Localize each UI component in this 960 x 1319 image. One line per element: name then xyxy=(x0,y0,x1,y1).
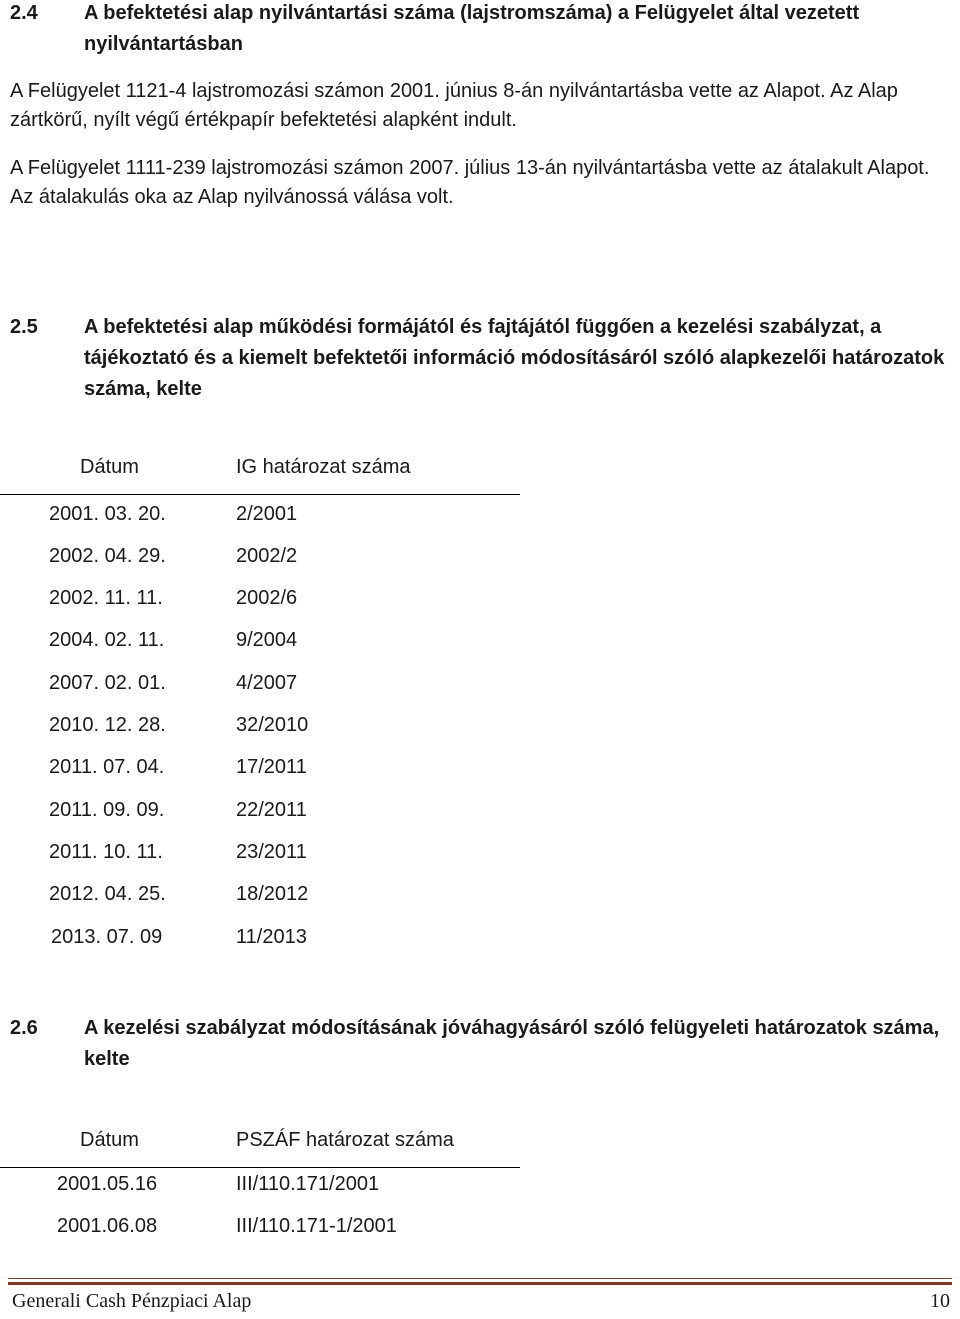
cell-date: 2012. 04. 25. xyxy=(49,883,166,905)
table-row xyxy=(0,841,520,871)
footer-rule-thick xyxy=(8,1282,952,1285)
cell-date: 2011. 07. 04. xyxy=(49,756,165,778)
section-2-6-heading xyxy=(10,1013,950,1075)
section-number: 2.5 xyxy=(10,316,38,338)
cell-number: 18/2012 xyxy=(236,883,309,905)
resolutions-table xyxy=(0,456,520,948)
cell-date: 2013. 07. 09 xyxy=(51,926,163,948)
cell-date: 2001.06.08 xyxy=(57,1215,158,1237)
cell-number: III/110.171/2001 xyxy=(236,1173,380,1195)
page-footer xyxy=(12,1290,950,1313)
cell-date: 2007. 02. 01. xyxy=(49,672,166,694)
cell-date: 2001. 03. 20. xyxy=(49,503,166,525)
cell-number: 23/2011 xyxy=(236,841,307,863)
section-number: 2.4 xyxy=(10,2,38,24)
paragraph: A Felügyelet 1111-239 lajstromozási számon 2007. július 13-án nyilvántartásba vette az átalakult Alapot. Az átalakulás oka az Alap nyilvánossá válása volt. xyxy=(10,157,930,208)
page-number: 10 xyxy=(930,1290,950,1312)
cell-date: 2002. 04. 29. xyxy=(49,545,166,567)
table-header-rule xyxy=(0,494,520,495)
cell-date: 2004. 02. 11. xyxy=(49,629,165,651)
cell-number: 2/2001 xyxy=(236,503,298,525)
column-header-number: IG határozat száma xyxy=(236,456,411,478)
cell-number: 2002/6 xyxy=(236,587,298,609)
table-row xyxy=(0,1173,520,1203)
column-header-date: Dátum xyxy=(80,456,139,478)
table-row xyxy=(0,926,520,956)
supervisory-resolutions-table xyxy=(0,1129,520,1237)
cell-date: 2011. 10. 11. xyxy=(49,841,163,863)
footer-title: Generali Cash Pénzpiaci Alap xyxy=(12,1290,252,1312)
table-row xyxy=(0,503,520,533)
column-header-number: PSZÁF határozat száma xyxy=(236,1129,454,1151)
table-header xyxy=(0,456,520,496)
cell-number: 4/2007 xyxy=(236,672,298,694)
cell-number: 17/2011 xyxy=(236,756,307,778)
table-row xyxy=(0,756,520,786)
table-row xyxy=(0,799,520,829)
cell-number: 22/2011 xyxy=(236,799,307,821)
cell-date: 2001.05.16 xyxy=(57,1173,158,1195)
section-title: A befektetési alap nyilvántartási száma (lajstromszáma) a Felügyelet által vezetett nyilvántartásban xyxy=(84,2,860,55)
section-title: A kezelési szabályzat módosításának jóváhagyásáról szóló felügyeleti határozatok száma, kelte xyxy=(84,1017,940,1070)
cell-date: 2010. 12. 28. xyxy=(49,714,166,736)
table-header xyxy=(0,1129,520,1169)
cell-date: 2002. 11. 11. xyxy=(49,587,163,609)
table-row xyxy=(0,672,520,702)
table-row xyxy=(0,1215,520,1245)
paragraph: A Felügyelet 1121-4 lajstromozási számon 2001. június 8-án nyilvántartásba vette az Alapot. Az Alap zártkörű, nyílt végű értékpapír befektetési alapként indult. xyxy=(10,80,898,131)
section-2-4-heading xyxy=(10,0,950,60)
cell-number: 11/2013 xyxy=(236,926,307,948)
table-row xyxy=(0,545,520,575)
section-number: 2.6 xyxy=(10,1017,38,1039)
table-row xyxy=(0,883,520,913)
table-row xyxy=(0,629,520,659)
table-row xyxy=(0,587,520,617)
footer-rule xyxy=(8,1278,952,1279)
section-2-5-heading xyxy=(10,312,950,405)
cell-number: III/110.171-1/2001 xyxy=(236,1215,397,1237)
cell-number: 32/2010 xyxy=(236,714,309,736)
section-title: A befektetési alap működési formájától és fajtájától függően a kezelési szabályzat, a tájékoztató és a kiemelt befektetői információ módosításáról szóló alapkezelői határozatok száma, kelte xyxy=(84,316,945,400)
table-header-rule xyxy=(0,1167,520,1168)
table-row xyxy=(0,714,520,744)
cell-number: 2002/2 xyxy=(236,545,298,567)
cell-number: 9/2004 xyxy=(236,629,298,651)
cell-date: 2011. 09. 09. xyxy=(49,799,165,821)
column-header-date: Dátum xyxy=(80,1129,139,1151)
